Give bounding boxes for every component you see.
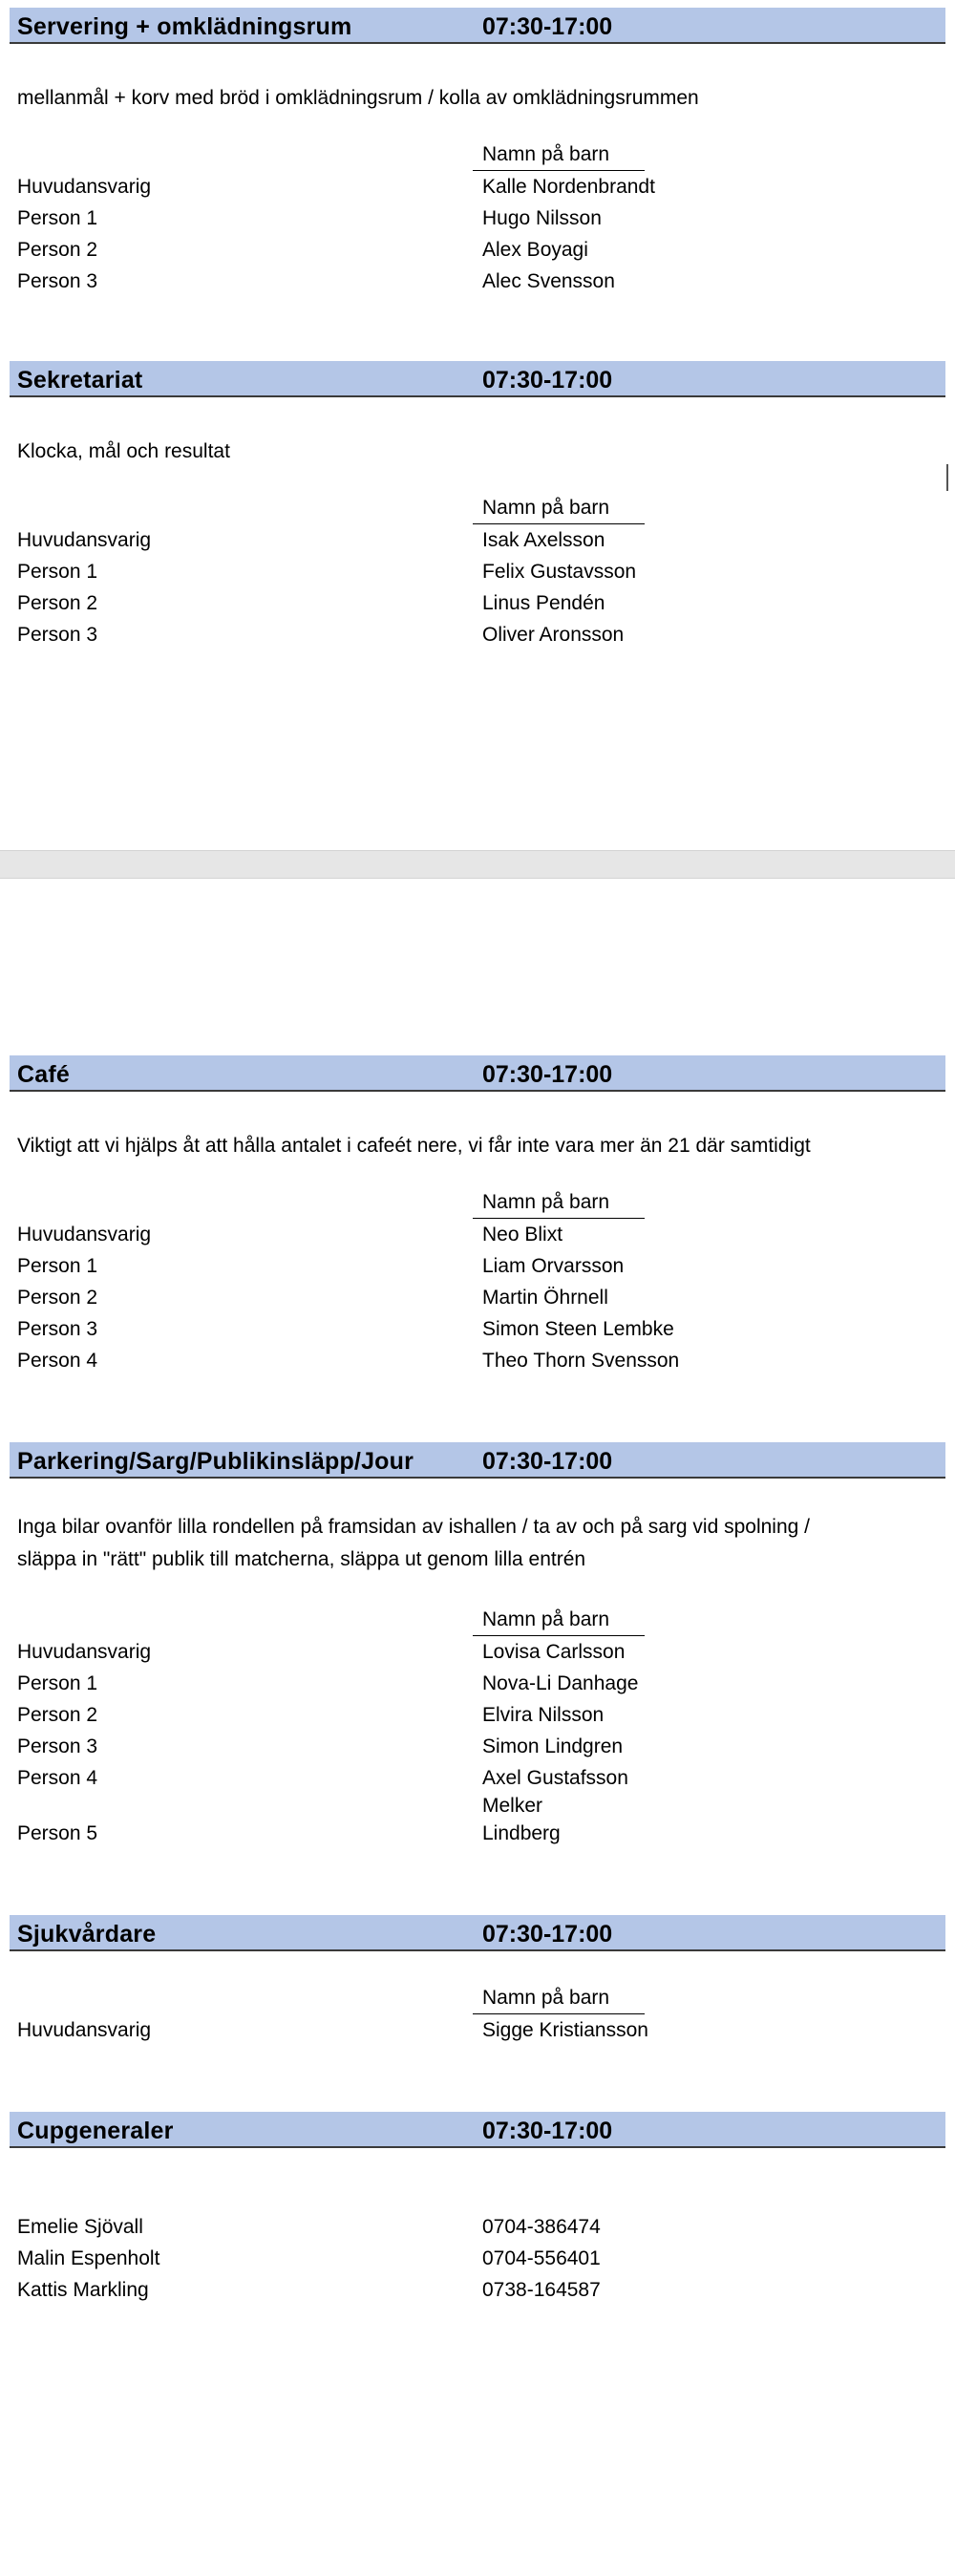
role-cell: Person 1 [17, 1255, 98, 1277]
role-cell: Person 2 [17, 239, 98, 261]
table-row [17, 239, 877, 269]
role-cell: Person 1 [17, 561, 98, 583]
contact-name: Emelie Sjövall [17, 2216, 143, 2238]
section-parkering [10, 1442, 945, 1844]
page-break [0, 850, 955, 879]
section-title: Parkering/Sarg/Publikinsläpp/Jour [17, 1448, 414, 1475]
role-cell: Person 2 [17, 592, 98, 614]
table-row [17, 2019, 877, 2050]
column-header-namn: Namn på barn [473, 1987, 645, 2014]
section-description: Klocka, mål och resultat [17, 440, 230, 462]
table-row [17, 207, 877, 238]
table-row [17, 1735, 877, 1766]
role-cell: Person 1 [17, 1672, 98, 1694]
name-cell: Hugo Nilsson [482, 207, 602, 229]
contact-row [17, 2216, 877, 2246]
section-description-line2: släppa in "rätt" publik till matcherna, släppa ut genom lilla entrén [17, 1548, 586, 1570]
role-cell: Huvudansvarig [17, 176, 152, 198]
section-sjukvardare [10, 1915, 945, 2041]
name-cell: Simon Lindgren [482, 1735, 624, 1757]
contact-phone: 0704-386474 [482, 2216, 601, 2238]
section-header [10, 1055, 945, 1092]
section-time: 07:30-17:00 [482, 367, 613, 394]
table-row [17, 1767, 877, 1798]
role-cell: Person 4 [17, 1350, 98, 1372]
table-row [17, 1795, 877, 1825]
table-row [17, 1350, 877, 1380]
section-description: Viktigt att vi hjälps åt att hålla antalet i cafeét nere, vi får inte vara mer än 21 där samtidigt [17, 1135, 811, 1157]
section-servering [10, 8, 945, 292]
table-row [17, 1255, 877, 1286]
role-cell: Huvudansvarig [17, 1641, 152, 1663]
name-cell: Linus Pendén [482, 592, 605, 614]
name-cell: Martin Öhrnell [482, 1287, 608, 1309]
section-header [10, 8, 945, 44]
section-title: Sjukvårdare [17, 1921, 157, 1948]
name-cell: Oliver Aronsson [482, 624, 625, 646]
role-cell: Person 3 [17, 624, 98, 646]
section-title: Servering + omklädningsrum [17, 13, 352, 40]
table-row [17, 1224, 877, 1254]
section-time: 07:30-17:00 [482, 2118, 613, 2144]
role-cell: Person 1 [17, 207, 98, 229]
name-cell: Alec Svensson [482, 270, 615, 292]
name-cell: Lovisa Carlsson [482, 1641, 626, 1663]
contact-row [17, 2247, 877, 2278]
contact-phone: 0738-164587 [482, 2279, 601, 2301]
role-cell: Person 5 [17, 1822, 98, 1844]
role-cell: Huvudansvarig [17, 2019, 152, 2041]
name-cell: Felix Gustavsson [482, 561, 637, 583]
table-row [17, 1672, 877, 1703]
section-title: Café [17, 1061, 70, 1088]
column-header-namn: Namn på barn [473, 497, 645, 524]
name-cell: Alex Boyagi [482, 239, 588, 261]
column-header-namn: Namn på barn [473, 1191, 645, 1219]
name-cell: Sigge Kristiansson [482, 2019, 648, 2041]
contact-name: Malin Espenholt [17, 2247, 160, 2269]
section-title: Sekretariat [17, 367, 143, 394]
name-cell: Theo Thorn Svensson [482, 1350, 680, 1372]
section-header [10, 1442, 945, 1479]
section-sekretariat [10, 361, 945, 646]
name-cell: Nova-Li Danhage [482, 1672, 639, 1694]
name-cell: Neo Blixt [482, 1224, 563, 1245]
table-row [17, 1287, 877, 1317]
name-cell: Simon Steen Lembke [482, 1318, 674, 1340]
section-header [10, 1915, 945, 1951]
table-row [17, 624, 877, 654]
section-description: mellanmål + korv med bröd i omklädningsrum / kolla av omklädningsrummen [17, 87, 699, 109]
section-cupgeneraler [10, 2112, 945, 2301]
role-cell: Person 3 [17, 270, 98, 292]
column-header-namn: Namn på barn [473, 143, 645, 171]
section-time: 07:30-17:00 [482, 1061, 613, 1088]
table-row [17, 1641, 877, 1671]
section-header [10, 361, 945, 397]
name-cell: Liam Orvarsson [482, 1255, 625, 1277]
name-cell: Melker [482, 1795, 543, 1817]
name-cell: Isak Axelsson [482, 529, 605, 551]
name-cell: Elvira Nilsson [482, 1704, 605, 1726]
table-row [17, 1822, 877, 1853]
table-row [17, 592, 877, 623]
table-row [17, 1704, 877, 1735]
section-description-line1: Inga bilar ovanför lilla rondellen på framsidan av ishallen / ta av och på sarg vid spolning / [17, 1516, 810, 1538]
role-cell: Huvudansvarig [17, 529, 152, 551]
contact-row [17, 2279, 877, 2310]
name-cell: Axel Gustafsson [482, 1767, 628, 1789]
role-cell: Person 2 [17, 1287, 98, 1309]
text-cursor [946, 464, 948, 491]
table-row [17, 561, 877, 591]
role-cell: Person 2 [17, 1704, 98, 1726]
column-header-namn: Namn på barn [473, 1608, 645, 1636]
table-row [17, 270, 877, 301]
role-cell: Huvudansvarig [17, 1224, 152, 1245]
role-cell: Person 3 [17, 1735, 98, 1757]
contact-phone: 0704-556401 [482, 2247, 601, 2269]
contact-name: Kattis Markling [17, 2279, 149, 2301]
role-cell: Person 3 [17, 1318, 98, 1340]
section-time: 07:30-17:00 [482, 1921, 613, 1948]
section-time: 07:30-17:00 [482, 13, 613, 40]
section-cafe [10, 1055, 945, 1372]
section-title: Cupgeneraler [17, 2118, 174, 2144]
name-cell: Lindberg [482, 1822, 561, 1844]
section-header [10, 2112, 945, 2148]
name-cell: Kalle Nordenbrandt [482, 176, 655, 198]
table-row [17, 176, 877, 206]
section-time: 07:30-17:00 [482, 1448, 613, 1475]
role-cell: Person 4 [17, 1767, 98, 1789]
table-row [17, 1318, 877, 1349]
table-row [17, 529, 877, 560]
